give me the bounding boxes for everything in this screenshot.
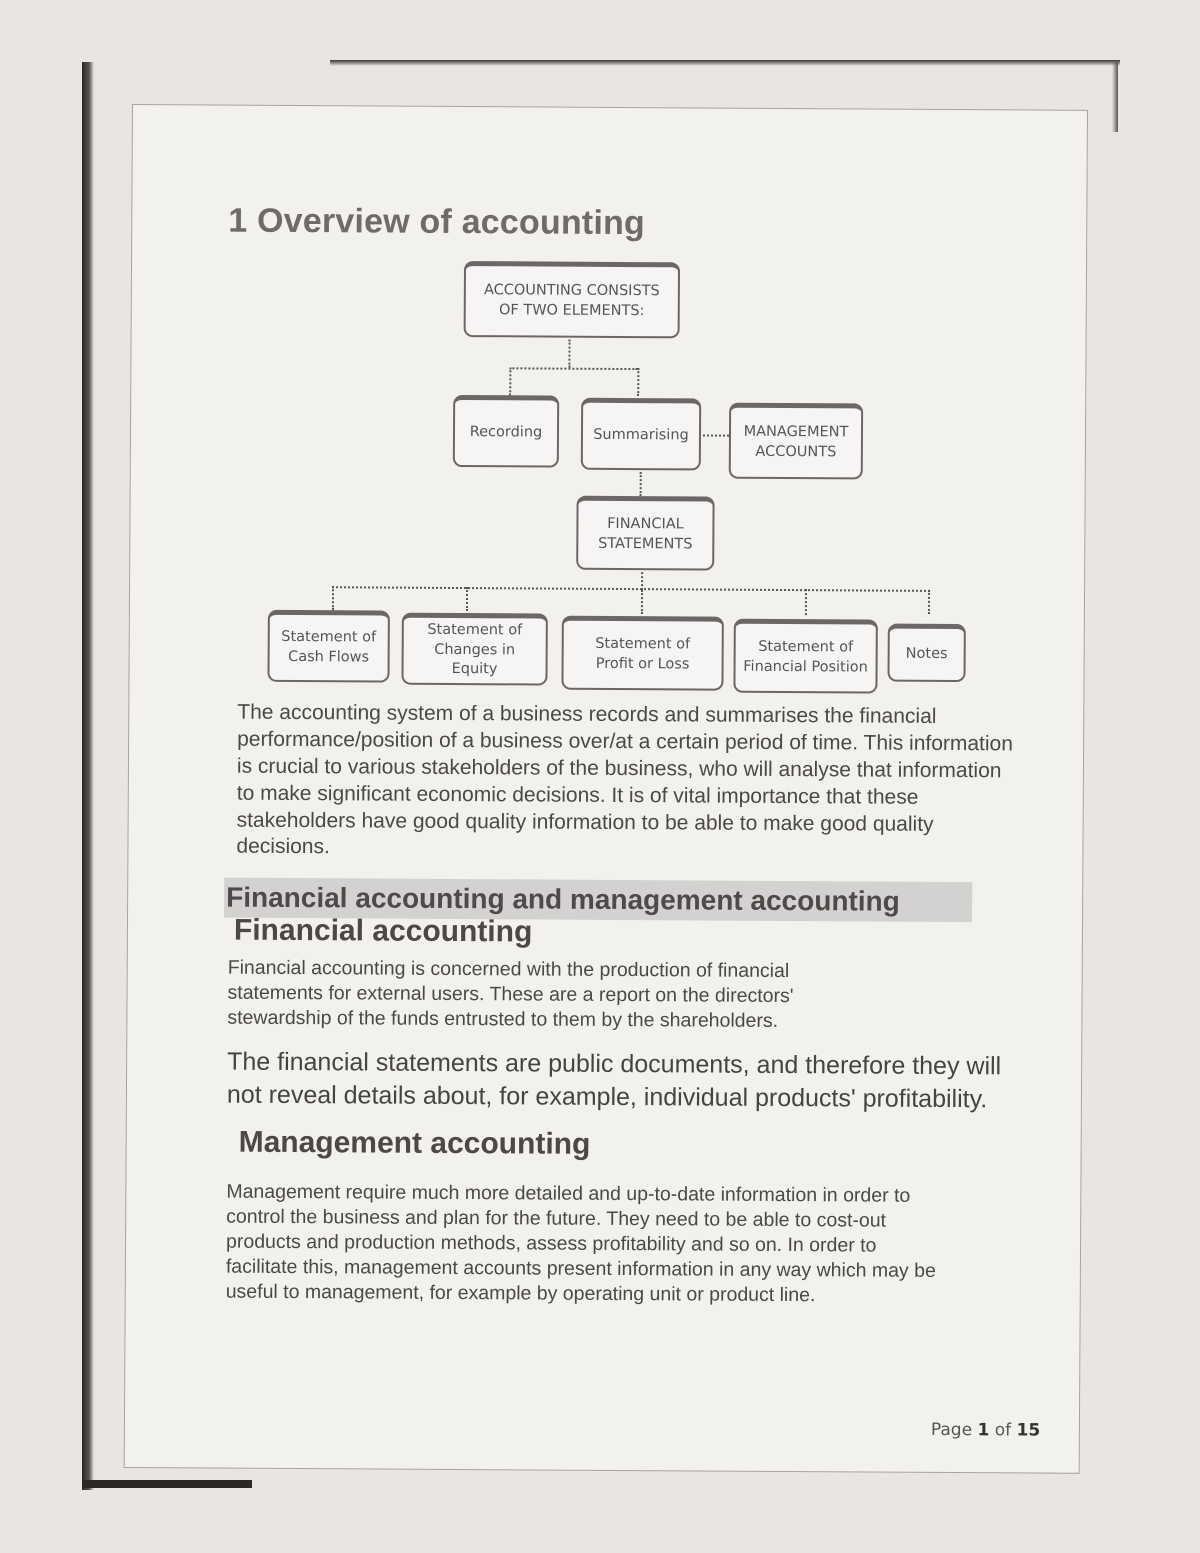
connector-line <box>466 587 468 611</box>
section-heading: Financial accounting and management accounting <box>224 878 972 923</box>
page-number-of: of <box>994 1420 1012 1441</box>
page-title: 1 Overview of accounting <box>228 201 646 243</box>
diagram-summarising-box: Summarising <box>581 398 701 471</box>
connector-line <box>928 590 930 614</box>
diagram-root-box: ACCOUNTING CONSISTS OF TWO ELEMENTS: <box>464 261 680 338</box>
diagram-changes-in-equity-box: Statement of Changes in Equity <box>401 613 547 686</box>
connector-line <box>509 367 637 370</box>
financial-statements-paragraph: The financial statements are public documents, and therefore they will not reveal details about, for example, individual products' profitability. <box>226 1047 1002 1113</box>
connector-line <box>332 586 334 610</box>
management-accounting-paragraph: Management require much more detailed and up-to-date information in order to control the business and plan for the future. They need to be able to cost-out products and production methods, assess profitability and so on. In order to facilitate this, management accounts present information in any way which may be useful to management, for example by operating unit or product line. <box>225 1180 936 1307</box>
connector-line <box>509 367 511 395</box>
connector-line <box>805 589 807 615</box>
diagram-profit-or-loss-box: Statement of Profit or Loss <box>561 616 723 691</box>
diagram-financial-statements-box: FINANCIAL STATEMENTS <box>576 496 714 571</box>
connector-line <box>332 586 930 592</box>
connector-line <box>568 340 570 368</box>
document-page <box>124 104 1088 1474</box>
diagram-recording-box: Recording <box>453 395 559 468</box>
page-number <box>931 1420 1040 1441</box>
connector-line <box>641 590 643 614</box>
connector-line <box>640 472 642 496</box>
page-number-current: 1 <box>977 1420 990 1441</box>
page-number-label: Page <box>930 1419 973 1441</box>
financial-accounting-paragraph: Financial accounting is concerned with the production of financial statements for external users. These are a report on the directors' stewardship of the funds entrusted to them by the shareholders. <box>227 956 794 1032</box>
diagram-cash-flows-box: Statement of Cash Flows <box>267 610 389 683</box>
page-edge-shadow <box>1112 62 1118 132</box>
page-edge-shadow <box>330 60 1120 66</box>
financial-accounting-heading: Financial accounting <box>233 913 533 949</box>
management-accounting-heading: Management accounting <box>238 1125 591 1161</box>
connector-line <box>703 434 729 436</box>
page-number-total: 15 <box>1016 1420 1041 1441</box>
connector-line <box>637 368 639 396</box>
diagram-management-accounts-box: MANAGEMENT ACCOUNTS <box>729 403 863 480</box>
page-edge-shadow <box>82 1480 252 1488</box>
intro-paragraph: The accounting system of a business records and summarises the financial performance/position of a business over/at a certain period of time. This information is crucial to various stakeholders of the business, who will analyse that information to make significant economic decisions. It is of vital importance that these stakeholders have good quality information to be able to make good quality decisions. <box>236 700 1014 859</box>
diagram-notes-box: Notes <box>887 624 965 682</box>
diagram-financial-position-box: Statement of Financial Position <box>733 619 877 694</box>
page-edge-shadow <box>82 62 94 1490</box>
